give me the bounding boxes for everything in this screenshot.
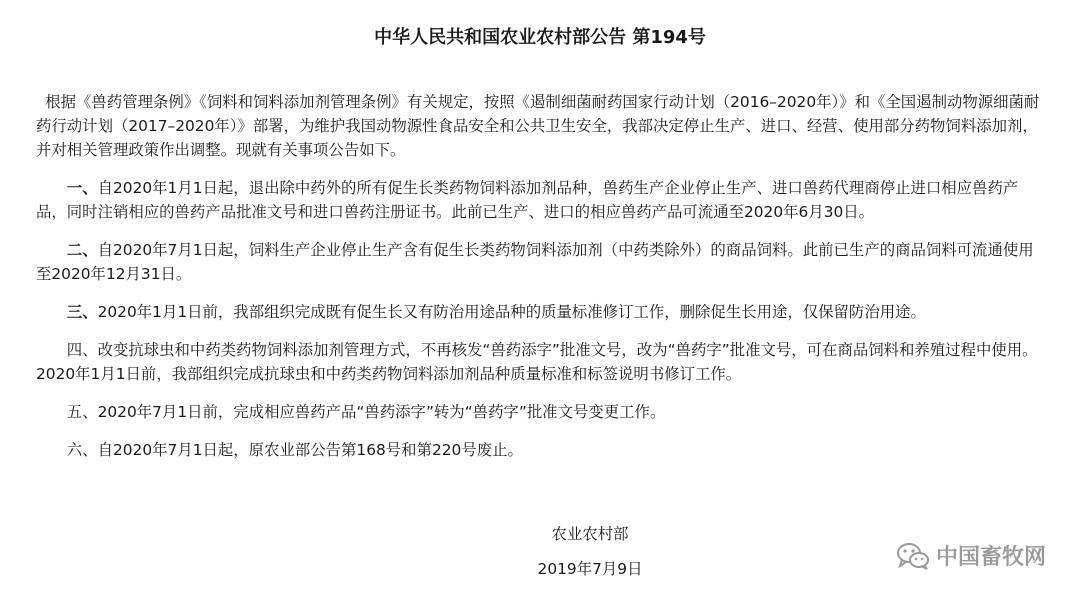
item-paragraph-4 (36, 338, 1044, 386)
announcement-body (36, 90, 1044, 476)
watermark (896, 540, 1046, 571)
item-text: 2020年1月1日前，我部组织完成既有促生长又有防治用途品种的质量标准修订工作，删除促生长用途，仅保留防治用途。 (97, 303, 926, 321)
item-lead: 一、 (66, 179, 98, 197)
page-title: 中华人民共和国农业农村部公告 第194号 (374, 27, 706, 48)
signature-date: 2019年7月9日 (537, 560, 643, 578)
item-paragraph-5 (36, 400, 1044, 424)
item-paragraph-3 (36, 300, 1044, 324)
item-paragraph-2 (36, 238, 1044, 286)
item-text: 自2020年1月1日起，退出除中药外的所有促生长类药物饲料添加剂品种，兽药生产企业停止生产、进口兽药代理商停止进口相应兽药产品，同时注销相应的兽药产品批准文号和进口兽药注册证书。此前已生产、进口的相应兽药产品可流通至2020年6月30日。 (36, 179, 1019, 221)
item-text: 六、自2020年7月1日起，原农业部公告第168号和第220号废止。 (66, 441, 523, 459)
item-text: 自2020年7月1日起，饲料生产企业停止生产含有促生长类药物饲料添加剂（中药类除外）的商品饲料。此前已生产的商品饲料可流通使用至2020年12月31日。 (36, 241, 1034, 283)
signature-org: 农业农村部 (551, 525, 629, 543)
wechat-icon (896, 541, 930, 571)
intro-paragraph: 根据《兽药管理条例》《饲料和饲料添加剂管理条例》有关规定，按照《遏制细菌耐药国家行动计划（2016–2020年）》和《全国遏制动物源细菌耐药行动计划（2017–2020年）》部署，为维护我国动物源性食品安全和公共卫生安全，我部决定停止生产、进口、经营、使用部分药物饲料添加剂，并对相关管理政策作出调整。现就有关事项公告如下。 (36, 93, 1040, 159)
item-text: 四、改变抗球虫和中药类药物饲料添加剂管理方式，不再核发“兽药添字”批准文号，改为“兽药字”批准文号，可在商品饲料和养殖过程中使用。2020年1月1日前，我部组织完成抗球虫和中药类药物饲料添加剂品种质量标准和标签说明书修订工作。 (36, 341, 1038, 383)
item-paragraph-1 (36, 176, 1044, 224)
item-paragraph-6 (36, 438, 1044, 462)
item-lead: 二、 (66, 241, 98, 259)
watermark-text: 中国畜牧网 (935, 545, 1046, 570)
item-text: 五、2020年7月1日前，完成相应兽药产品“兽药添字”转为“兽药字”批准文号变更工作。 (66, 403, 666, 421)
item-lead: 三、 (66, 303, 98, 321)
